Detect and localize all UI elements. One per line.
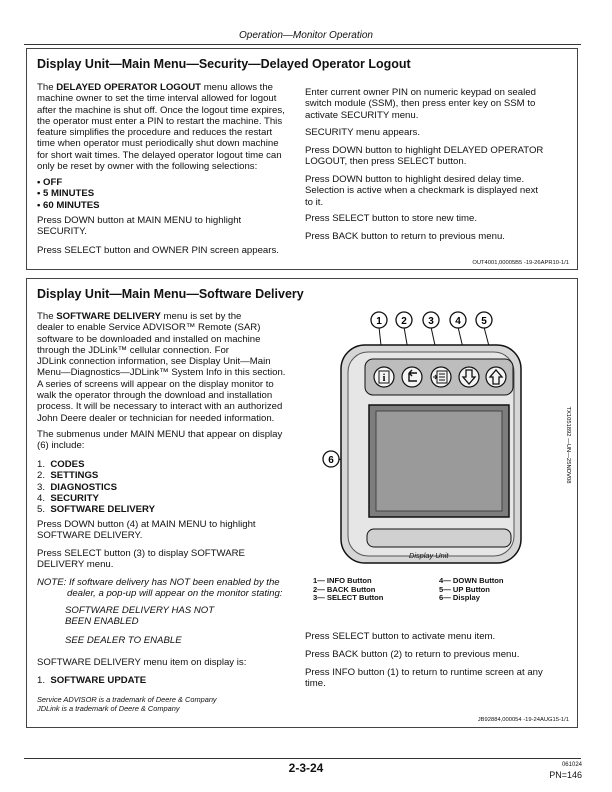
legend-left [313, 577, 383, 603]
intro-paragraph [37, 82, 302, 172]
submenus-intro [37, 429, 282, 452]
submenu-item [37, 482, 155, 493]
submenu-item [37, 493, 155, 504]
section-software-delivery [26, 278, 578, 728]
text-line: Press DOWN button to highlight DELAYED OPERATOR [305, 145, 544, 156]
item-label: CODES [50, 459, 85, 470]
legend-right [439, 577, 504, 603]
intro-line: A series of screens will appear on the display monitor to [37, 378, 274, 390]
callout-label: 3 [428, 316, 434, 327]
intro-line: software to be downloaded and installed on machine [37, 333, 261, 345]
menu-item-paragraph: SOFTWARE DELIVERY menu item on display is: [37, 657, 247, 668]
option-item: • 5 MINUTES [37, 188, 95, 200]
item-number: 4. [37, 492, 46, 504]
intro-line: menu allows the [203, 82, 274, 93]
intro-line: John Deere dealer or technician for needed information. [37, 412, 275, 424]
press-select-paragraph [37, 548, 245, 571]
submenu-item [37, 504, 155, 515]
display-unit-figure [305, 307, 573, 577]
section-delayed-logout [26, 48, 578, 270]
item-label: SOFTWARE UPDATE [50, 675, 147, 686]
item-number: 5. [37, 504, 46, 516]
trademark-line: JDLink is a trademark of Deere & Company [37, 704, 180, 713]
text-line: Selection is active when a checkmark is displayed next [305, 185, 539, 197]
item-label: SOFTWARE DELIVERY [50, 504, 156, 516]
left-paragraph-3: Press SELECT button and OWNER PIN screen appears. [37, 245, 279, 256]
right-paragraph-3 [305, 145, 543, 168]
legend-item: 5— UP Button [439, 584, 490, 594]
right-paragraph-1 [305, 87, 536, 121]
text-line: DELIVERY menu. [37, 559, 114, 571]
text-line: LOGOUT, then press SELECT button. [305, 156, 467, 168]
text-line: time. [305, 678, 326, 690]
intro-line: feature simplifies the procedure and reduces the restart [37, 127, 273, 139]
item-number: 1. [37, 459, 46, 470]
intro-line: machine owner to set the time interval allowed for logout [37, 93, 277, 105]
intro-line: process. It will be necessary to interact with an authorized [37, 401, 283, 413]
text-line: Press DOWN button (4) at MAIN MENU to highlight [37, 519, 256, 530]
option-item: • OFF [37, 177, 63, 188]
intro-line: only be reset by owner with the following selections: [37, 161, 258, 173]
page-number: 2-3-24 [288, 761, 324, 775]
text-line: SOFTWARE DELIVERY. [37, 530, 143, 542]
intro-line: JDLink connection information, see Display Unit—Main [37, 356, 271, 368]
intro-line: through the JDLink™ cellular connection. For [37, 344, 229, 356]
text-line: Press INFO button (1) to return to runtime screen at any [305, 667, 543, 678]
text-line: to it. [305, 196, 324, 208]
intro-bold: SOFTWARE DELIVERY [56, 311, 161, 322]
right-paragraph-1: Press SELECT button to activate menu item. [305, 631, 496, 642]
submenu-item [37, 470, 155, 481]
popup-message-2: SEE DEALER TO ENABLE [65, 635, 182, 646]
callout-label: 4 [455, 316, 461, 327]
note-paragraph [37, 577, 282, 600]
item-number: 3. [37, 481, 46, 493]
option-item: • 60 MINUTES [37, 199, 100, 211]
intro-paragraph [37, 311, 307, 424]
right-paragraph-2: SECURITY menu appears. [305, 127, 420, 138]
intro-line: time when operator must periodically shut down machine [37, 138, 279, 150]
footer-code: 061024 [561, 762, 582, 768]
callout-label: 5 [481, 316, 487, 327]
text-line: (6) include: [37, 440, 85, 452]
options-list [37, 177, 100, 211]
header-rule [24, 44, 581, 45]
popup-message-1 [65, 605, 214, 628]
legend-item: 4— DOWN Button [439, 576, 504, 585]
reference-code: OUT4001,00005B5 -19-26APR10-1/1 [472, 260, 569, 266]
intro-line: the operator must enter a PIN to restart the machine. This [37, 115, 283, 127]
footer-pn: PN=146 [549, 770, 582, 780]
submenu-item [37, 459, 155, 470]
callout-label: 1 [376, 316, 382, 327]
footer-rule [24, 758, 581, 759]
text-line: NOTE: If software delivery has NOT been enabled by the [37, 577, 280, 588]
figure-id: TX1051892 —UN—25NOV08 [565, 406, 571, 484]
text-line: BEEN ENABLED [65, 616, 139, 628]
text-line: SOFTWARE DELIVERY HAS NOT [65, 605, 215, 616]
trademark-line: Service ADVISOR is a trademark of Deere & Company [37, 695, 217, 704]
callout-label: 6 [328, 455, 334, 466]
intro-line: for short wait times. The delayed operator logout time can [37, 149, 282, 161]
item-label: SECURITY [50, 492, 99, 504]
svg-text:i: i [382, 373, 386, 384]
right-paragraph-4 [305, 174, 538, 208]
intro-line: Menu—Diagnostics—JDLink™ System Info in this section. [37, 367, 286, 379]
text-line: Press DOWN button at MAIN MENU to highlight [37, 215, 242, 226]
legend-item: 6— Display [439, 593, 480, 603]
intro-line: menu is set by the [163, 311, 242, 322]
right-paragraph-3 [305, 667, 543, 690]
right-paragraph-6: Press BACK button to return to previous menu. [305, 231, 505, 242]
item-label: SETTINGS [50, 470, 99, 482]
trademark-notes [37, 695, 217, 713]
text-line: dealer, a pop-up will appear on the monitor stating: [67, 588, 283, 600]
section-title: Display Unit—Main Menu—Security—Delayed Operator Logout [37, 57, 411, 71]
intro-bold: DELAYED OPERATOR LOGOUT [56, 82, 202, 93]
text-line: switch module (SSM), then press enter key on SSM to [305, 98, 536, 110]
legend-item: 2— BACK Button [313, 584, 376, 594]
item-number: 1. [37, 675, 46, 686]
left-paragraph-2 [37, 215, 241, 238]
callout-label: 2 [401, 316, 407, 327]
press-down-paragraph [37, 519, 256, 542]
software-update-item [37, 675, 146, 686]
text-line: Press SELECT button (3) to display SOFTWARE [37, 548, 245, 559]
item-number: 2. [37, 470, 46, 482]
text-line: The submenus under MAIN MENU that appear on display [37, 429, 283, 440]
text-line: activate SECURITY menu. [305, 109, 419, 121]
text-line: Enter current owner PIN on numeric keypad on sealed [305, 87, 536, 98]
running-head: Operation—Monitor Operation [239, 30, 373, 41]
reference-code: JB92884,000054 -19-24AUG15-1/1 [477, 717, 569, 723]
intro-pre: The [37, 82, 57, 93]
right-paragraph-2: Press BACK button (2) to return to previous menu. [305, 649, 520, 660]
legend-item: 1— INFO Button [313, 576, 372, 585]
legend-item: 3— SELECT Button [313, 593, 384, 603]
intro-line: dealer to enable Service ADVISOR™ Remote (SAR) [37, 322, 261, 334]
submenus-list [37, 459, 155, 515]
item-label: DIAGNOSTICS [50, 481, 117, 493]
right-paragraph-5: Press SELECT button to store new time. [305, 213, 478, 224]
text-line: Press DOWN button to highlight desired delay time. [305, 174, 525, 185]
intro-line: walk the operator through the download and installation [37, 390, 273, 402]
intro-pre: The [37, 311, 57, 322]
figure-caption: Display Unit [409, 551, 449, 560]
text-line: SECURITY. [37, 226, 87, 238]
intro-line: after the machine is shut off. Once the logout time expires, [37, 104, 285, 116]
section-title: Display Unit—Main Menu—Software Delivery [37, 287, 304, 301]
